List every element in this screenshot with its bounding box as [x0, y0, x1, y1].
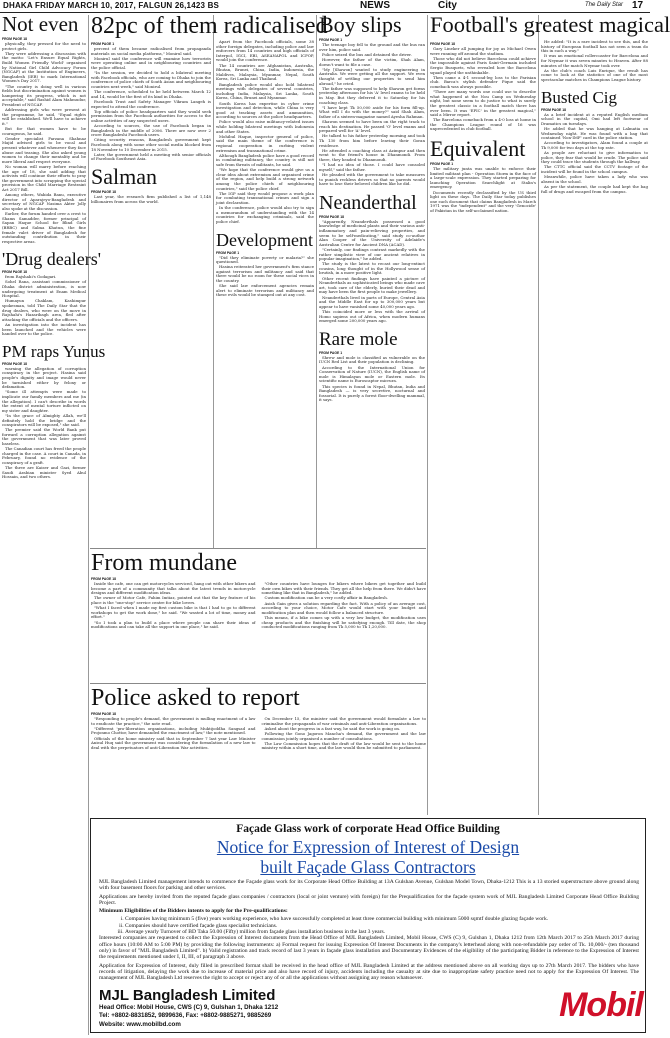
column-rule	[427, 15, 428, 815]
ad-website: Website: www.mobilbd.com	[99, 1020, 181, 1028]
kicker: FROM PAGE 18	[541, 107, 566, 112]
ad-submission: Interested companies are requested to collect the Expression of Interest documents from the Head Office of MJL Bangladesh Limited, Mobil House, CWS (C) 9, Gulshan 1, Dhaka 1212 from 12th March 2017 to 25th March 2017 during office hours (10:00 AM to 5:00 PM) by providing the following instruments: a) Formal request for issuing Expression Of Interest Documents in the company's letterhead along with non-refundable pay order of Tk. 10,000/- (ten thousand only) in favor of "MJL Bangladesh Limited". b) Valid registration and track record of last 3 years in façade glass installation and Documentary Evidences of the eligibility of the participating Bidder in reference to the Expression of Interest the requirements mentioned under I, II, III, of paragraph 3 above.	[99, 935, 639, 961]
kicker: FROM PAGE 18	[91, 712, 116, 716]
kicker: FROM PAGE 1	[91, 42, 115, 46]
logo-text: Mobil	[559, 985, 643, 1024]
article-paragraph: The 14 countries are Afghanistan, Australia, Bhutan, Brunei, China, India, Indonesia, the Maldives, Malaysia, Myanmar, Nepal, South Korea, Sri Lanka and Thailand.	[216, 62, 314, 82]
article-paragraph: This species is found in Nepal, Bhutan, India and Bangladesh — is very secretive, nocturnal and fossorial. It is purely a forest floor-dwelling mammal, it says.	[319, 383, 425, 403]
article-body	[2, 367, 86, 480]
article-paragraph: "Other countries have lounges for bikers where bikers get together and build their own bikes with their friends. They get all the help from there. We didn't have something like that in Bangladesh," he added.	[261, 581, 426, 596]
article-paragraph: Top officials of police headquarters said they would seek permission from the Facebook authorities for access to the online activities of any suspected users.	[91, 108, 211, 123]
article-body	[541, 113, 648, 195]
article-paragraph: Gary Lineker all jumping for joy as Michael Owen were running off around the stadium.	[430, 46, 536, 56]
ad-invite: Applications are hereby invited from the reputed façade glass companies / contractors (local or joint venture) with foreign) for the Prequalification for the façade system work of MJL Bangladesh Limited Corporate Head Office Building Project.	[99, 893, 639, 906]
article-paragraph: As per the statement, the couple had kept the bag full of drugs and escaped from the campus.	[541, 184, 648, 194]
article-paragraph: The CTTC official said the CCTV footage of the incident will be found in the school campus.	[541, 164, 648, 175]
article-paragraph: Documents recently declassified by the US third light on these days. The Daily Star today publishes one such document that claims Bangladesh in March 1971 was the "independent" and the very 'Genocide' of Pakistan in the self-acclaimed nation.	[430, 189, 536, 213]
ad-criterion: ii. Companies should have certified façade glass specialist technicians.	[125, 923, 639, 929]
article-body	[91, 717, 256, 752]
article-paragraph: Sohel Rana, assistant commissioner of Dhaka district administration, is now undergoing treatment at Enam Medical Hospital.	[2, 279, 86, 299]
article-paragraph: Officials of the home ministry said that in September 7 last year Law Minister Anisul Huq said the government was considering the formulation of a new law to deal with the perpetuators of anti-Liberation War activities.	[91, 735, 256, 750]
article-paragraph: South Korea has expertise in cyber crime investigation and detection, while China is very good at tracking assets and ammunition, according to sources at the police headquarters.	[216, 100, 314, 120]
mundane-block	[91, 551, 426, 681]
article-paragraph: As people are reluctant to give information to police, they fear that would be crude. The police said they could trace the students through the hallway.	[541, 150, 648, 165]
article-paragraph: According to sources, the use of Facebook began in Bangladesh in the middle of 2006. There are now over 2 crore Bangladeshi Facebook users.	[91, 123, 211, 138]
article-paragraph: Asish Gain gives a solution regarding the fact. With a policy of an average cost, according to your choice, Motor Cafe would start with your budget and modification plan and then would follow a balanced structure.	[261, 600, 426, 615]
ad-phone: Tel: +8802-8831852, 9899636, Fax: +8802-9885271, 9885269	[99, 1012, 272, 1020]
article-paragraph: Later, the government held a meeting with senior officials of Facebook Southeast Asia.	[91, 151, 211, 162]
article-paragraph: "There are many words one could use to describe what happened at the Nou Camp on Wednesday night, but none seem to do justice to what is surely the greatest classic in a football match there has ever been. It was 'EPIC' in the greatest magical," said a Mirror report.	[430, 89, 536, 118]
ad-address: Head Office: Mobil House, CWS (C) 9, Gulshan 1, Dhaka 1212	[99, 1004, 279, 1011]
article-paragraph: Those who did not believe Barcelona could achieve the impossible against Paris Saint-Germain included Sergio Busquets, who revealed how the Barcelona squad played the unthinkable.	[430, 55, 536, 75]
article-paragraph: Citing security reasons, Bangladesh government kept Facebook along with some other social media blocked from 18 November to 10 December in 2015.	[91, 137, 211, 152]
column-rule	[538, 15, 539, 815]
headline-busted-cig: Busted Cig	[541, 87, 618, 107]
column-rule	[88, 15, 89, 1035]
kicker: FROM PAGE 1	[430, 162, 454, 167]
article-paragraph: Shrew and mole is classified as vulnerable on the IUCN Red List and their population is declining.	[319, 354, 425, 365]
article-paragraph: "I had no idea of those. I could have consoled myself," said the father.	[319, 162, 425, 172]
radicalised-col-1	[91, 40, 211, 540]
article-paragraph: No woman will marry before reaching the age of 18, she said adding that activists will continue their efforts to pray the government into scrapping the special provision in the Child Marriage Restraint Act 2017 Bill.	[2, 164, 86, 192]
paper-name: The Daily Star	[585, 2, 624, 8]
kicker: FROM PAGE 18	[319, 214, 344, 219]
article-paragraph: Other recent findings have painted a picture of Neanderthals as sophisticated beings who made cave art, took care of the elderly, buried their dead and may have been the first people to make jewellery.	[319, 275, 425, 295]
section-news: NEWS	[360, 0, 390, 11]
article-paragraph: This means, if a bike comes up with a very low budget, the modification uses cheap products and the finishing will be satisfying enough. Till date, the shop conducted modifications ranging from Tk 5,000 to Tk 1,20,000.	[261, 614, 426, 630]
headline-salman: Salman	[91, 164, 157, 189]
football-headline-box	[430, 12, 670, 40]
ad-contact	[99, 1004, 278, 1029]
kicker: FROM PAGE 18	[430, 42, 455, 46]
page-number: 17	[632, 0, 644, 11]
ad-subtitle: Notice for Expression of Interest of Design	[216, 837, 520, 857]
article-paragraph: The owner of Motor Cafe, Fahim Imtiaz, pointed out that the key feature of his place is the "one-stop" service centre for bike lovers.	[91, 595, 256, 605]
issue-date: DHAKA FRIDAY MARCH 10, 2017, FALGUN 26,1423 BS	[3, 1, 220, 10]
ad-company-name: MJL Bangladesh Limited	[99, 987, 276, 1004]
ad-criteria-title: Minimum Eligibilities of the Bidders intents to apply for the Pre-qualifications:	[99, 908, 288, 915]
article-body	[319, 356, 425, 403]
ad-criteria-list	[125, 916, 639, 935]
article-paragraph: The Canadian court has freed the people charged in the case. A court in Canada, in February, found no evidence of the conspiracy of a graft.	[2, 446, 86, 466]
ad-criterion: iii. Average yearly Turnover of BD Taka 50.00 (Fifty) million from façade glass installation business in the last 3 years.	[125, 929, 639, 935]
article-paragraph: Although Bangladesh police have a good record in combating militancy, the country is still not safe from threats of militants, he said.	[216, 152, 314, 167]
article-paragraph: The Barcelona comeback from a 4-0 loss at home in the Champions League round of 16 was unprecedented in club football.	[430, 117, 536, 132]
article-paragraph: percent of them became radicalised from propaganda materials on social media platforms," Monirul said.	[91, 46, 211, 56]
headline-neanderthal: Neanderthal	[319, 191, 417, 214]
article-paragraph: Among others, Wahida Banu, executive director of Aparajeyo-Bangladesh and secretary of NGCAF Nasima Akter Jolly also spoke at the discussion.	[2, 192, 86, 211]
advertisement-notice	[90, 818, 646, 1033]
article-body	[91, 195, 211, 204]
article-paragraph: "What I faced when I made my first custom bike is that I had to go to different workshops to get the work done," he said. "We wasted a lot of time, money and effort."	[91, 605, 256, 620]
article-paragraph: Gender specialist Farzana Shahnaz Majid advised girls to be vocal and present whatever and whenever they face abuse and teasing. She also asked young women to change their mentality and be more liberal and respect everyone.	[2, 135, 86, 164]
article-body	[216, 40, 314, 225]
headline-rare-mole: Rare mole	[319, 328, 398, 350]
article-paragraph: from Rajshahi's Godagari.	[5, 274, 57, 280]
article-paragraph: On December 15, the minister said the government would formulate a law to criminalise the propaganda of war criminals and anti-Liberation organisations.	[261, 716, 426, 726]
article-paragraph: Following the Gono Jagoron Mancha's demand, the government and the law commission jointly organised a number of consultations.	[261, 730, 426, 741]
article-paragraph: He talked to his father yesterday morning and took Tk 130 from him before leaving their Goran residence.	[319, 133, 425, 148]
article-paragraph: Neanderthals lived in parts of Europe, Central Asia and the Middle East for up to 300,000 years but appear to have vanished some 40,000 years ago.	[319, 294, 425, 309]
ad-title: Façade Glass work of corporate Head Office Building	[236, 823, 500, 835]
article-paragraph: Humayun Chaklam, Kashimpur spokesman, told The Daily Star that the drug dealers, who were on the move in Rajshahi's Hazaribagh area, fled after attacking the officials and the officers.	[2, 298, 86, 322]
article-paragraph: Meanwhile, police have taken a lady who was absent in the school.	[541, 174, 648, 184]
kicker: FROM PAGE 18	[2, 270, 27, 275]
article-paragraph: Shawon seemed to have been on the right track to reach his destination. He passed 'O' level exams and prepared well for 'A' level.	[319, 119, 425, 134]
ad-deadline: Application for Expression of Interest, duly filled in prescribed format shall be received in the head office of MJL Bangladesh Limited at the address mentioned above on all working days up to 27th March 2017. The bidders who have records of litigation, delaying the work due to increase of material price and also have record of injury, accidents including the casualty at site due to inappropriate safety practice need not to apply for the Expression Of Interest. The management of MJL Bangladesh Ltd reserves the right to accept or reject any of or all the applications without assigning any reason whatsoever.	[99, 962, 639, 982]
article-body	[319, 220, 425, 324]
article-paragraph: The father was supposed to help Shawon get forms yesterday afternoon for his 'A' level exams to be held in May. But they deferred it to Saturday for his coaching class.	[319, 85, 425, 105]
article-paragraph: They were addressing a discussion with the motto: 'Let's Ensure Equal Rights, Build Women Friendly World' organised by National Girl Child Advocacy Forum (NGCAF) at the Institution of Engineers, Bangladesh (IEB) to mark International Women's Day 2017.	[2, 50, 86, 84]
article-paragraph: "I have kept Tk 50,000 aside for his form fill-up. What will I do with the money?" said Shah Alam, father of a sixteen-magazine named Ayesha Rahman.	[319, 104, 425, 119]
article-paragraph: "In the session, we decided to hold a bilateral meeting with Facebook officials, who are coming to Dhaka to join the conference of police chiefs of South Asian and neighbouring countries next week," said Monirul.	[91, 70, 211, 89]
headline-drug-dealers: 'Drug dealers'	[2, 249, 101, 270]
police-block	[91, 686, 426, 816]
ad-subtitle: built Façade Glass Contractors	[260, 857, 476, 877]
article-paragraph: The IGP said they would propose a work plan for combating transnational crimes and sign a joint declaration.	[216, 190, 314, 205]
article-paragraph: Earlier, the forum handed over a crest to Shams Samadder, former principal of Sapan Haque School for Blind Girls (BRBC) and Salma Khatun, the fine female valet driver of Bangladesh for outstanding contribution in their respective areas.	[2, 211, 86, 244]
article-paragraph: "So I took a plan to build a place where people can share their ideas of modifications and can take all the support in one place," he said.	[91, 619, 256, 630]
article-paragraph: According to the International Union for Conservation of Nature (IUCN), the English name of mole is Himalayan mole or Eastern mole. Its scientific name is Euroscaptor micrura.	[319, 364, 425, 384]
ad-criterion: i. Companies having minimum 5 (five) years working experience, who have successfully completed at least three commercial building with minimum 5000 sqmtf double glazing façade work.	[125, 916, 639, 922]
kicker: FROM PAGE 1	[216, 250, 240, 255]
column-rule	[316, 15, 317, 548]
headline-development: Development	[216, 229, 313, 250]
article-paragraph: The study is the latest to recast our long-extinct cousins, long thought of in the Hollywood sense of brutish, in a more positive light.	[319, 261, 425, 276]
ad-intro: MJL Bangladesh Limited management intends to commence the Façade glass work for its Corporate Head Office Building at 13A Gulshan Avenue, Gulshan Model Town, Dhaka-1212 This is a 13 storied superstructure above ground along with four basement floors for parking and other services.	[99, 879, 639, 892]
kicker: FROM PAGE 1	[319, 350, 343, 355]
article-body	[430, 47, 536, 132]
article-paragraph: The premier said the World Bank put forward a corruption allegation against the government that was later proved baseless.	[2, 427, 86, 447]
article-body	[2, 42, 86, 244]
article-paragraph: In the conference, police would also try to sign a memorandum of understanding with the 14 countries for exchanging criminals, said the police chief.	[216, 205, 314, 224]
article-paragraph: He attended a coaching class at Azimpur and then went to the friend's house in Dhanmondi. From there, they headed to Dhanmondi.	[319, 147, 425, 162]
mobil-logo-icon	[559, 983, 643, 1027]
article-body	[430, 167, 536, 214]
football-col-2	[541, 40, 648, 814]
article-paragraph: "Different 'pro-liberation organisations, including Muktijoddha Sangsad and Projonmo Chottor, have demanded the enactment of law," the note mentioned.	[91, 725, 256, 736]
headline-mundane: From mundane	[91, 550, 237, 576]
headline-radicalised: 82pc of them radicalised	[91, 13, 328, 39]
headline-pm-raps-yunus: PM raps Yunus	[2, 341, 106, 361]
article-paragraph: "In the grace of Almighty Allah, we'll definitely hold the bridge and the conspirators will be exposed," she said.	[2, 412, 86, 428]
article-paragraph: warning the allegation of corruption conspiracy in the project. Hasina said people's dignity and image would never be tarnished either by felony or defamation.	[2, 365, 86, 390]
article-paragraph: Apart from the Facebook officials, some 38 other foreign delegates, including police and law enforcers from 14 countries and high officials of Interpol, IGCI, EBI, ASEANAPOL and ICPOP, would join the conference.	[216, 39, 314, 63]
article-paragraph: According to investigators, Alam found a couple at Tk 9,000 for two days at the top rate.	[541, 140, 648, 150]
article-paragraph: He pleaded with the government to take measures to punish reckless drivers so that no parents would have to lose their beloved children like he did.	[319, 171, 425, 187]
left-column	[2, 12, 106, 1036]
article-paragraph: The Law Commission hopes that the draft of the law would be sent to the home ministry within a short time, and the law would then be submitted to parliament.	[261, 740, 426, 751]
headline-equivalent: Equivalent	[430, 136, 526, 162]
headline-not-even: Not even	[2, 12, 79, 36]
article-body	[91, 582, 256, 630]
article-paragraph: "The country is doing well in various fields but discrimination against women is hampering its progress, which is not acceptable," said Rashid Alam Mahmudur, President of NGCAF.	[2, 83, 86, 107]
article-paragraph: But for that women have to be courageous, he said.	[2, 126, 86, 136]
article-paragraph: He added that he was hanging at Lalmatia on Wednesday night. He was found with a bag that contained 'Non-IMF' card in the police station.	[541, 125, 648, 141]
article-paragraph: However, the father of the victim, Shah Alam, doesn't want to file a case.	[319, 56, 425, 67]
kicker: FROM PAGE 18	[2, 361, 27, 366]
article-paragraph: physically, they pressed for the need to protect girls.	[2, 41, 86, 51]
article-paragraph: The military junta was unable to enforce their limited militant plan - Operation Storm in the face of a large-scale expression. They started preparing for launching Operation Searchlight at Stalin's emergency.	[430, 166, 536, 190]
article-body	[262, 582, 427, 630]
kicker: FROM PAGE 1	[319, 38, 343, 42]
kicker: FROM PAGE 18	[91, 190, 116, 194]
article-paragraph: The conference, scheduled to be held between March 12 and 14, would be the first of its kind in Dhaka.	[91, 89, 211, 99]
article-paragraph: "Did they eliminate poverty or malaria?" she questioned.	[216, 254, 314, 265]
article-paragraph: She said law enforcement agencies remain alert to eliminate terrorism and militancy and these evils would be stamped out at any cost.	[216, 283, 314, 298]
kicker: FROM PAGE 18	[2, 37, 27, 41]
football-col-1	[430, 40, 536, 814]
article-paragraph: The three are Kaiser and Gazi, former Saudi Arabian minister Syed Abul Hossain, and two others.	[2, 465, 86, 480]
article-paragraph: Asked about the progress in a fast way, he said the work is going on.	[264, 725, 401, 731]
article-paragraph: Inside the cafe, one can get motorcycles serviced, hang out with other bikers and become a part of a community that talks about the latest trends in motorcycle designs and different modification ideas.	[91, 581, 256, 596]
headline-boy-slips: Boy slips	[319, 12, 402, 37]
article-paragraph: This coincided more or less with the arrival of Homo sapiens out of Africa, when modern humans emerged some 200,000 years ago.	[319, 309, 425, 324]
article-paragraph: As the club's coach Luis Enrique, the result has come to look at the statistics of one of the most spectacular matches in Champions League history.	[541, 67, 648, 82]
article-paragraph: As a brief incident at a reputed English medium school in the capital, Omi had left footwear of Dramatics on tuesdays.	[541, 111, 648, 126]
section-city: City	[438, 0, 457, 11]
article-paragraph: Custom modification can be a very costly affair in Bangladesh.	[264, 595, 388, 601]
article-paragraph: "Certainly, our findings contrast markedly with the rather simplistic view of our ancient relatives in popular imagination," he added.	[319, 246, 425, 262]
article-body	[91, 47, 211, 162]
ad-body	[99, 879, 639, 983]
article-paragraph: Mohibul Haque, inspector general of police, said the main theme of the conference is regional cooperation in curbing violent extremism and transnational crime.	[216, 133, 314, 153]
headline-police-report: Police asked to report	[91, 685, 300, 711]
article-paragraph: Hasina reiterated her government's firm stance against terrorism and militancy and said that there would be no room for these social vices in the country.	[216, 264, 314, 284]
article-paragraph: "Some ill attempts were made to implicate our family members and me (in the allegation). I can't describe in words the extent of mental torture inflicted on my sister and daughter.	[2, 389, 86, 413]
article-paragraph: Facebook Trust and Safety Manager Vikram Langeh is expected to attend the conference.	[91, 98, 211, 109]
article-paragraph: Bangladesh police would also hold bilateral meetings with delegates of several countries, including India, Malaysia, Sri Lanka, South Korea, China, Brunei and Myanmar.	[216, 81, 314, 101]
article-paragraph: "My [Shawon] wanted to study engineering in Australia. We were getting all the support. We even thought of settling our properties to send him abroad," he cried.	[319, 66, 425, 86]
article-body	[262, 717, 427, 752]
article-body	[216, 256, 314, 299]
radicalised-headline-box	[91, 13, 328, 40]
headline-footballs: Football's greatest magical	[430, 12, 670, 37]
article-paragraph: Police seized the bus and detained the driver.	[322, 51, 412, 57]
article-paragraph: Monirul said the conference will examine how terrorists were operating online and in neighbouring countries and the police official.	[91, 55, 211, 70]
column-rule	[213, 15, 214, 548]
article-paragraph: It was an emotional rollercoaster for Barcelona and for Neymar it was seven minutes to Heaven. After 88 minutes of the match Neymar took over.	[541, 53, 648, 68]
article-paragraph: The teenage boy fell to the ground and the bus ran over him, police said.	[319, 42, 425, 52]
article-body	[2, 275, 86, 337]
article-paragraph: He added: "It is a rare incident to see this, and the history of European football has not seen a team do this in such a way."	[541, 39, 648, 54]
article-paragraph: "Responding to people's demand, the government is mulling enactment of a law to eradicate the practice," the note read.	[91, 716, 256, 726]
article-paragraph: An investigation into the incident has been launched and the vehicles were handed over to the police.	[2, 322, 86, 337]
article-body	[319, 43, 425, 187]
article-paragraph: Police would also raise militancy-related issues while holding bilateral meetings with Indonesia and other States.	[216, 119, 314, 134]
radicalised-col-2	[216, 40, 314, 546]
article-paragraph: "We hope that the conference would give us a clear idea about extremism and organised crime of the region, and help build a strong network among the police chiefs of neighbouring countries," said the police chief.	[216, 167, 314, 191]
kicker: FROM PAGE 18	[91, 577, 116, 581]
article-paragraph: Addressing girls who were present at the programme, he said, "Equal rights will be established. We'll have to achieve it."	[2, 107, 86, 126]
article-paragraph: Then came a 4-1 second-leg loss to the Parisian club. Barca's stylish defender Pique said the comeback was always possible.	[430, 74, 536, 89]
article-paragraph: Last year, the research firm published a list of 1,148 billionaires from across the world.	[91, 194, 211, 204]
article-body	[541, 40, 648, 83]
article-paragraph: "Apparently, Neanderthals possessed a good knowledge of medicinal plants and their various anti-inflammatory and pain-relieving properties, and seem to be self-medicating," said study co-author Alan Cooper of the University of Adelaide's Australian Centre for Ancient DNA (ACAD).	[319, 218, 425, 247]
